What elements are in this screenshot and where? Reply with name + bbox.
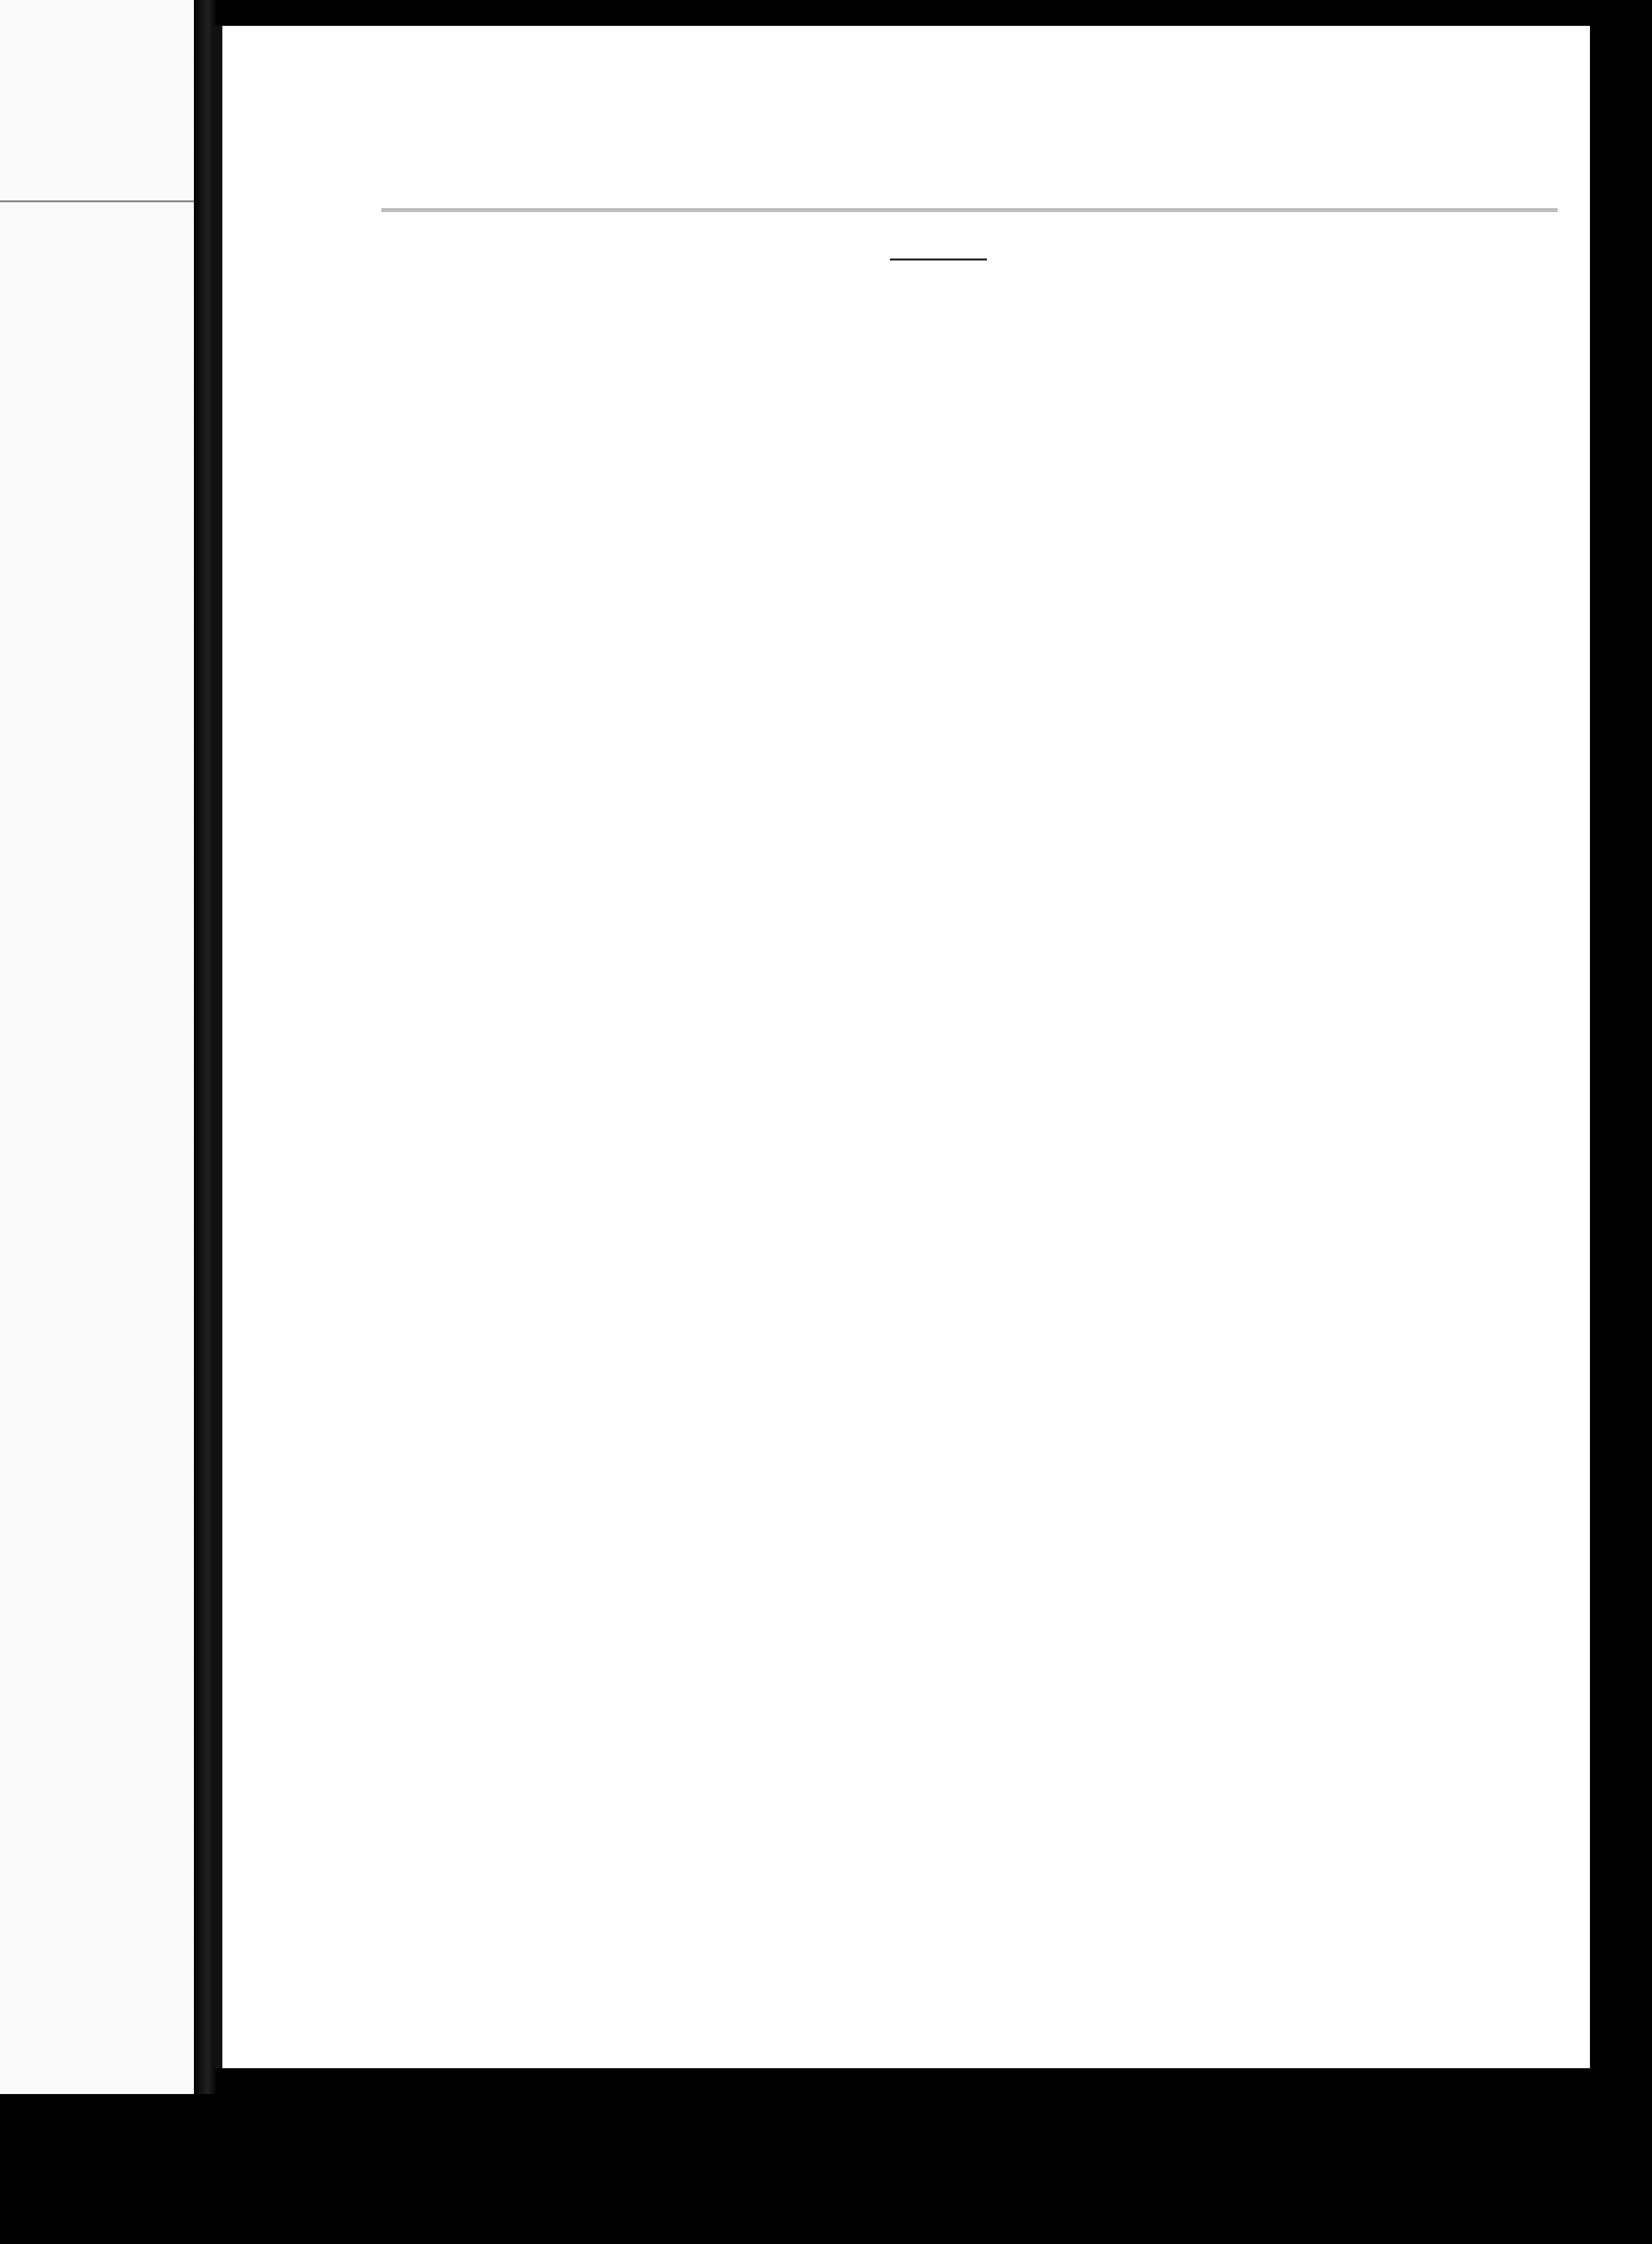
page-body — [370, 239, 1507, 280]
previous-page-fragment — [0, 0, 194, 2094]
page-spine-edge — [213, 26, 222, 2068]
section-divider — [890, 259, 987, 260]
header-rule — [381, 209, 1558, 211]
previous-page-rule — [0, 200, 194, 202]
document-page — [213, 26, 1590, 2068]
